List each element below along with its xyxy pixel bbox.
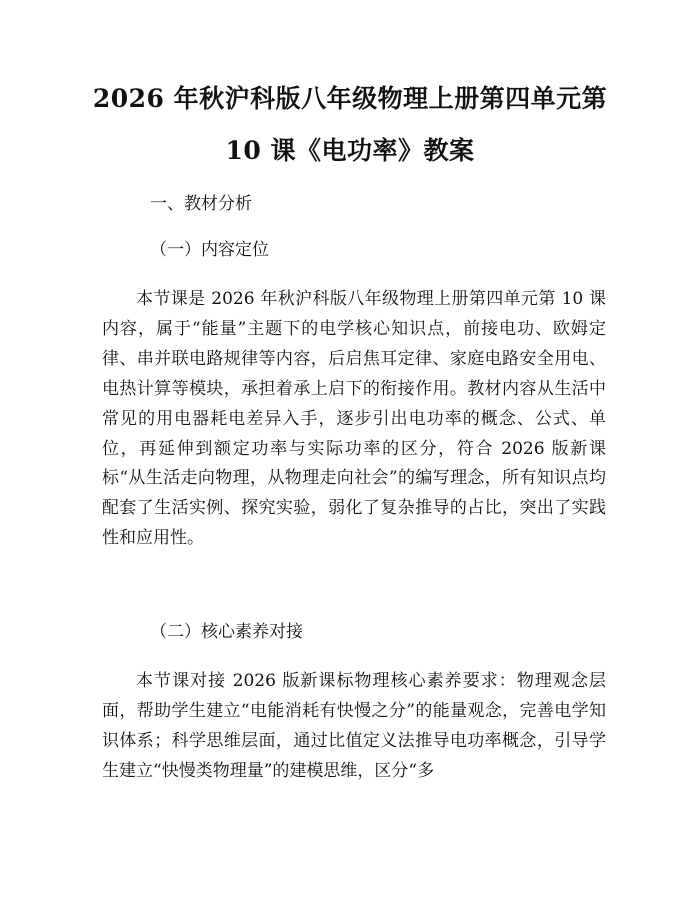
- subsection-heading-content-positioning: （一）内容定位: [150, 240, 269, 260]
- section-heading-textbook-analysis: 一、教材分析: [150, 194, 252, 214]
- document-title-line-2: 10 课《电功率》教案: [225, 136, 475, 165]
- paragraph-core-literacy: 本节课对接 2026 版新课标物理核心素养要求：物理观念层面，帮助学生建立“电能消耗有快慢之分”的能量观念，完善电学知识体系；科学思维层面，通过比值定义法推导电功率概念，引导学生建立“快慢类物理量”的建模思维，区分“多: [102, 671, 606, 781]
- subsection-heading-core-literacy: （二）核心素养对接: [150, 622, 303, 642]
- document-title-line-1: 2026 年秋沪科版八年级物理上册第四单元第: [92, 84, 608, 113]
- paragraph-content-positioning: 本节课是 2026 年秋沪科版八年级物理上册第四单元第 10 课内容，属于“能量”主题下的电学核心知识点，前接电功、欧姆定律、串并联电路规律等内容，后启焦耳定律、家庭电路安全用电、电热计算等模块，承担着承上启下的衔接作用。教材内容从生活中常见的用电器耗电差异入手，逐步引出电功率的概念、公式、单位，再延伸到额定功率与实际功率的区分，符合 2026 版新课标“从生活走向物理，从物理走向社会”的编写理念，所有知识点均配套了生活实例、探究实验，弱化了复杂推导的占比，突出了实践性和应用性。: [102, 289, 606, 549]
